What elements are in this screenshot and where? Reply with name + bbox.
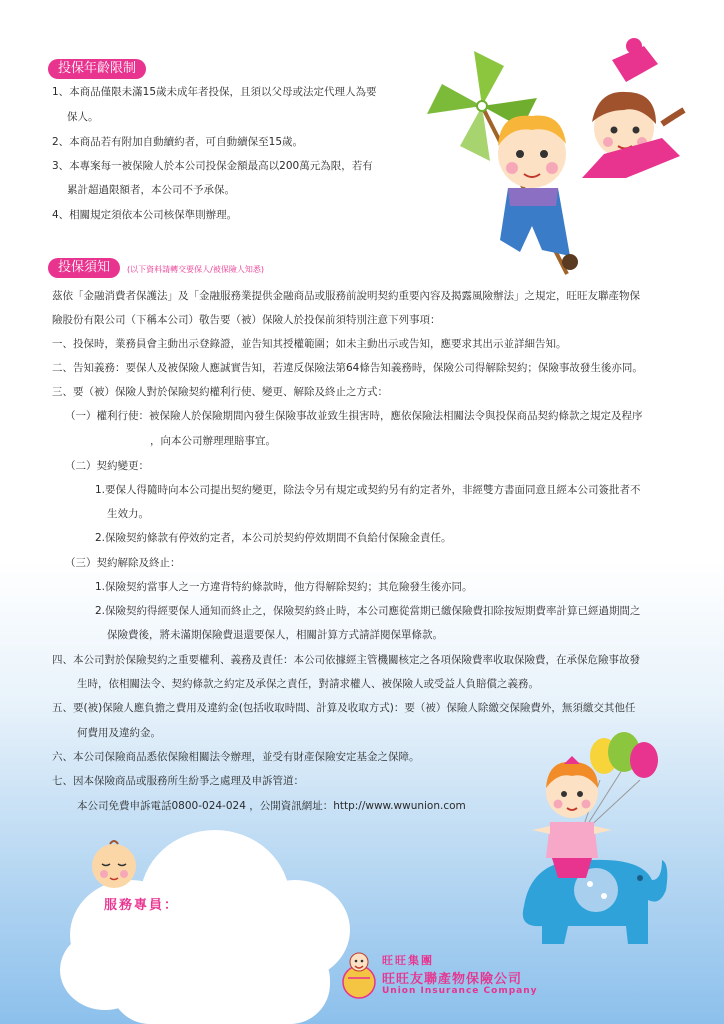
- company-logo-icon: [340, 948, 378, 1000]
- notice-line: 生效力。: [107, 508, 149, 520]
- notice-line: 險股份有限公司（下稱本公司）敬告要（被）保險人於投保前須特別注意下列事項：: [52, 314, 441, 326]
- balloon-girl-elephant-illustration: [512, 730, 668, 966]
- notice-line: 1.要保人得隨時向本公司提出契約變更，除法令另有規定或契約另有約定者外，非經雙方書面同意且經本公司簽批者不: [95, 484, 641, 496]
- notice-line: ，向本公司辦理理賠事宜。: [150, 435, 276, 447]
- notice-line: 六、本公司保險商品悉依保險相關法令辦理，並受有財產保險安定基金之保障。: [52, 751, 420, 763]
- notice-line: 五、要(被)保險人應負擔之費用及違約金(包括收取時間、計算及收取方式)：要（被）保險人除繳交保險費外，無須繳交其他任: [52, 702, 636, 714]
- notice-line: 生時，依相關法令、契約條款之約定及承保之責任，對請求權人、被保險人或受益人負賠償之義務。: [77, 678, 539, 690]
- notice-heading: 投保須知: [48, 258, 120, 278]
- age-line: 保人。: [67, 111, 99, 123]
- notice-line: （二）契約變更：: [65, 460, 149, 472]
- complaint-contact: 本公司免費申訴電話0800-024-024 ，公開資訊網址：http://www.wwunion.com: [77, 800, 466, 812]
- notice-line: 茲依「金融消費者保護法」及「金融服務業提供金融商品或服務前說明契約重要內容及揭露風險辦法」之規定，旺旺友聯產物保: [52, 290, 640, 302]
- logo-group-name: 旺旺集團: [382, 954, 434, 967]
- notice-line: 2.保險契約條款有停效約定者，本公司於契約停效期間不負給付保險金責任。: [95, 532, 452, 544]
- age-limit-heading: 投保年齡限制: [48, 59, 146, 79]
- notice-line: 何費用及違約金。: [77, 727, 161, 739]
- logo-english-name: Union Insurance Company: [382, 986, 538, 996]
- age-line: 2、本商品若有附加自動續約者，可自動續保至15歲。: [52, 136, 304, 148]
- notice-line: 保險費後，將未滿期保險費退還要保人，相關計算方式請詳閱保單條款。: [107, 629, 443, 641]
- kids-pinwheel-illustration: [412, 26, 702, 280]
- age-line: 3、本專案每一被保險人於本公司投保金額最高以200萬元為限，若有: [52, 160, 373, 172]
- notice-line: 2.保險契約得經要保人通知而終止之，保險契約終止時，本公司應從當期已繳保險費扣除按短期費率計算已經過期間之: [95, 605, 641, 617]
- notice-line: 七、因本保險商品或服務所生紛爭之處理及申訴管道：: [52, 775, 304, 787]
- age-line: 累計超過限額者，本公司不予承保。: [67, 184, 235, 196]
- notice-line: （三）契約解除及終止：: [65, 557, 181, 569]
- notice-line: 一、投保時，業務員會主動出示登錄證，並告知其授權範圍；如未主動出示或告知，應要求其出示並詳細告知。: [52, 338, 567, 350]
- notice-line: 1.保險契約當事人之一方違背特約條款時，他方得解除契約；其危險發生後亦同。: [95, 581, 473, 593]
- sleeping-baby-icon: [82, 836, 146, 892]
- notice-line: （一）權利行使：被保險人於保險期間內發生保險事故並致生損害時，應依保險法相關法令與投保商品契約條款之規定及程序: [65, 410, 643, 422]
- notice-note: (以下資料請轉交要保人/被保險人知悉): [127, 265, 264, 274]
- age-line: 1、本商品僅限未滿15歲未成年者投保，且須以父母或法定代理人為要: [52, 86, 377, 98]
- service-specialist-label: 服務專員：: [104, 898, 180, 913]
- notice-line: 三、要（被）保險人對於保險契約權利行使、變更、解除及終止之方式：: [52, 386, 388, 398]
- logo-company-name: 旺旺友聯產物保險公司: [382, 972, 523, 987]
- notice-line: 四、本公司對於保險契約之重要權利、義務及責任：本公司依據經主管機關核定之各項保險費率收取保險費，在承保危險事故發: [52, 654, 640, 666]
- notice-line: 二、告知義務：要保人及被保險人應誠實告知，若違反保險法第64條告知義務時，保險公司得解除契約；保險事故發生後亦同。: [52, 362, 643, 374]
- age-line: 4、相關規定須依本公司核保準則辦理。: [52, 209, 238, 221]
